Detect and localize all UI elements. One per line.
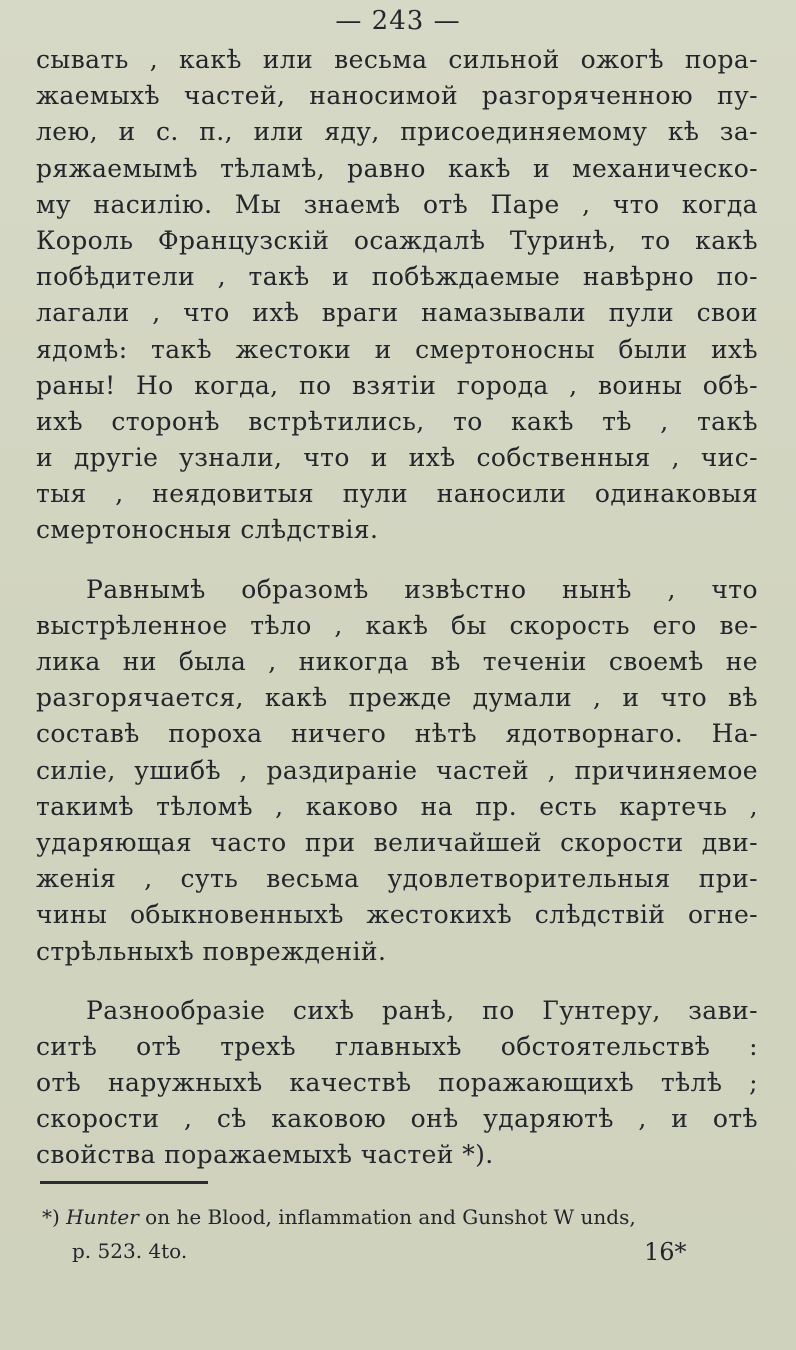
paragraph-1 [36, 42, 758, 549]
text-line: тыя , неядовитыя пули наносили одинаковыя [36, 479, 758, 509]
footnote-divider [40, 1181, 208, 1184]
text-line: смертоносныя слѣдствія. [36, 515, 379, 545]
text-line: сывать , какѣ или весьма сильной ожогѣ пора- [36, 45, 758, 74]
text-line: скорости , сѣ каковою онѣ ударяютѣ , и отѣ [36, 1104, 758, 1134]
text-line: чины обыкновенныхѣ жестокихѣ слѣдствій огне- [36, 900, 758, 930]
text-line: лика ни была , никогда вѣ теченіи своемѣ не [36, 647, 758, 676]
text-line: Король Французскій осаждалѣ Туринѣ, то какѣ [36, 225, 758, 255]
text-line: свойства поражаемыхѣ частей *). [36, 1140, 494, 1170]
footnote-author: Hunter [66, 1205, 139, 1229]
text-line: составѣ пороха ничего нѣтѣ ядотворнаго. На- [36, 719, 758, 749]
footnote-marker: *) [42, 1205, 60, 1229]
text-line: ряжаемымѣ тѣламѣ, равно какѣ и механическо- [36, 153, 758, 183]
text-line: отѣ наружныхѣ качествѣ поражающихѣ тѣлѣ ; [36, 1068, 758, 1098]
text-line: ситѣ отѣ трехѣ главныхѣ обстоятельствѣ : [36, 1031, 758, 1061]
text-line: и другіе узнали, что и ихѣ собственныя , чис- [36, 443, 758, 473]
body-text [36, 42, 758, 1174]
text-line: силіе, ушибѣ , раздираніе частей , причиняемое [36, 755, 758, 785]
signature-mark: 16* [644, 1238, 687, 1266]
text-line: Разнообразіе сихѣ ранѣ, по Гунтеру, зави- [86, 995, 758, 1025]
text-line: му насилію. Мы знаемѣ отѣ Паре , что когда [36, 189, 758, 219]
footnote-text: on he Blood, inflammation and Gunshot W unds, [138, 1205, 636, 1229]
text-line: ядомѣ: такѣ жестоки и смертоносны были ихѣ [36, 334, 758, 364]
text-line: разгорячается, какѣ прежде думали , и что вѣ [36, 683, 758, 713]
text-line: раны! Но когда, по взятіи города , воины обѣ- [36, 370, 758, 400]
text-line: жаемыхѣ частей, наносимой разгоряченною пу- [36, 81, 758, 111]
text-line: женія , суть весьма удовлетворительныя при- [36, 864, 758, 894]
text-line: лею, и с. п., или яду, присоединяемому кѣ за- [36, 117, 758, 147]
text-line: ударяющая часто при величайшей скорости дви- [36, 827, 758, 857]
text-line: Равнымѣ образомѣ извѣстно нынѣ , что [86, 574, 758, 604]
text-line: выстрѣленное тѣло , какѣ бы скорость его ве- [36, 610, 758, 640]
text-line: побѣдители , такѣ и побѣждаемые навѣрно по- [36, 262, 758, 292]
page-number: — 243 — [335, 6, 461, 36]
text-line: лагали , что ихѣ враги намазывали пули свои [36, 298, 758, 328]
text-line: ихѣ сторонѣ встрѣтились, то какѣ тѣ , такѣ [36, 406, 758, 436]
paragraph-3 [36, 993, 758, 1174]
paragraph-2 [36, 572, 758, 970]
footnote-line-1 [42, 1200, 782, 1234]
footnote-line-2: p. 523. 4to. [72, 1239, 188, 1263]
text-line: стрѣльныхѣ поврежденій. [36, 936, 387, 966]
text-line: такимѣ тѣломѣ , каково на пр. есть картечь , [36, 791, 758, 821]
